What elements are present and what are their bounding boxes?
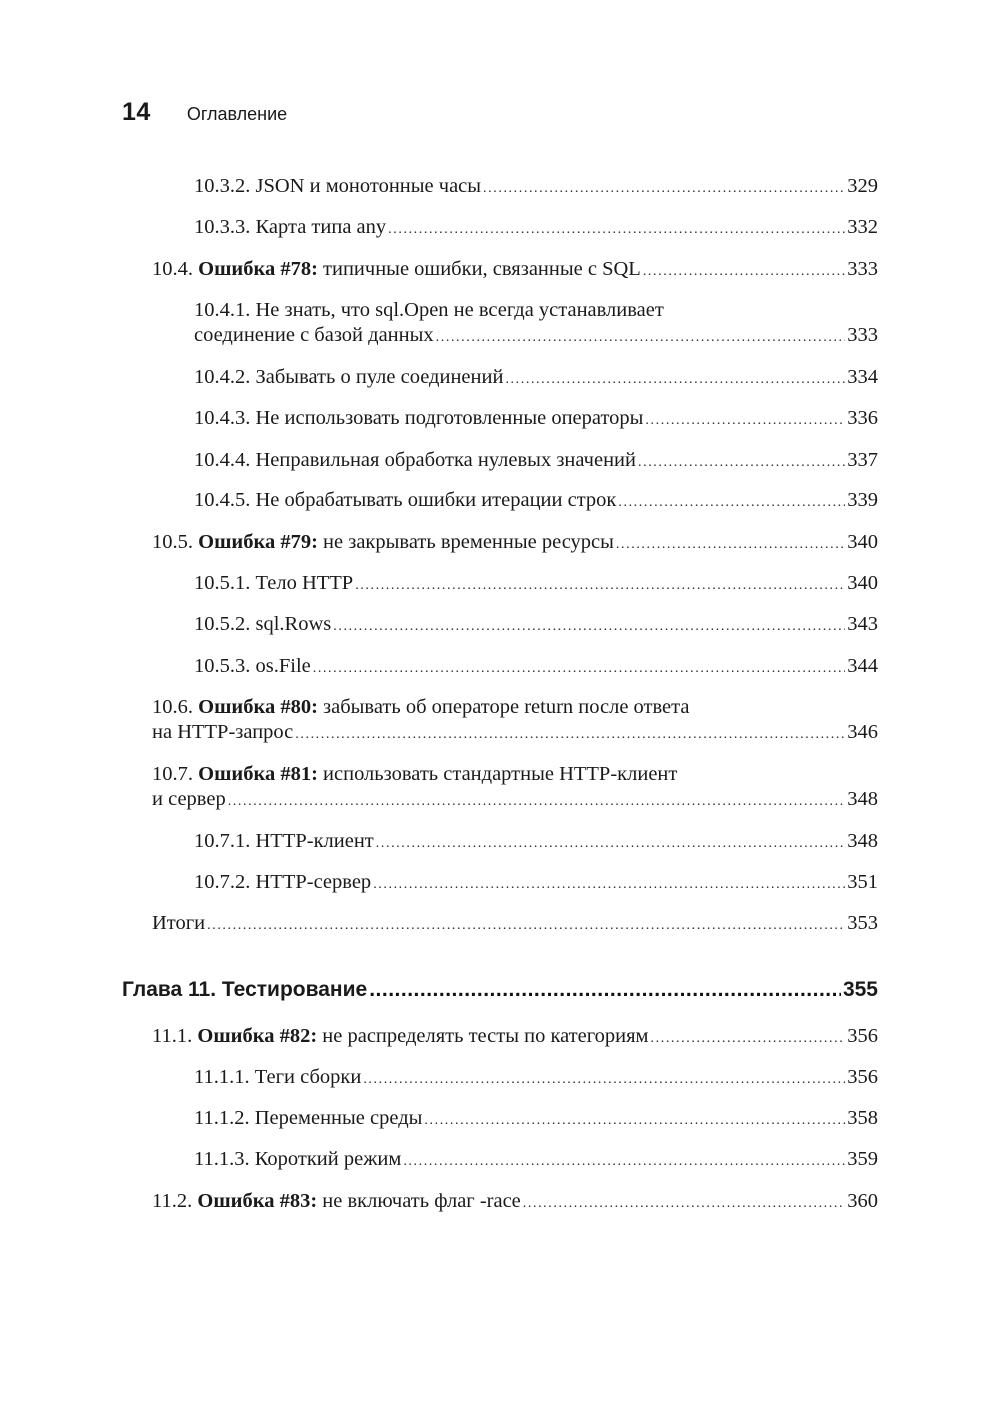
- entry-title: типичные ошибки, связанные с SQL: [323, 258, 641, 280]
- entry-title: Не обрабатывать ошибки итерации строк: [255, 489, 617, 511]
- toc-entry-10-6[interactable]: [152, 695, 878, 747]
- page-ref: 360: [847, 1190, 878, 1212]
- toc-entry-10-5[interactable]: [152, 530, 878, 557]
- mistake-label: Ошибка #81:: [198, 763, 318, 785]
- entry-title: и сервер: [152, 788, 226, 810]
- section-number: 10.4.2.: [194, 366, 251, 388]
- section-number: 10.7.: [152, 763, 193, 785]
- leader-dots: [523, 1191, 845, 1216]
- leader-dots: [388, 217, 845, 242]
- entry-title-line1: использовать стандартные HTTP-клиент: [323, 763, 678, 785]
- leader-dots: [313, 656, 846, 681]
- entry-title: соединение с базой данных: [194, 324, 434, 346]
- page-ref: 343: [847, 613, 878, 635]
- toc-entry-10-4-3[interactable]: [194, 406, 878, 433]
- page-ref: 348: [847, 788, 878, 810]
- page-ref: 346: [847, 721, 878, 743]
- toc-entry-10-3-3[interactable]: [194, 215, 878, 242]
- page-ref: 337: [847, 449, 878, 471]
- page-ref: 344: [847, 655, 878, 677]
- leader-dots: [643, 259, 845, 284]
- toc-entry-10-5-3[interactable]: [194, 654, 878, 681]
- toc-entry-10-7-2[interactable]: [194, 870, 878, 897]
- entry-title: Забывать о пуле соединений: [255, 366, 504, 388]
- section-number: 10.5.3.: [194, 655, 251, 677]
- toc-entry-10-3-2[interactable]: [194, 174, 878, 201]
- entry-title: на HTTP-запрос: [152, 721, 294, 743]
- toc-entry-10-4-1[interactable]: [194, 298, 878, 350]
- page-ref: 359: [847, 1148, 878, 1170]
- toc-entry-10-7-1[interactable]: [194, 829, 878, 856]
- leader-dots: [505, 367, 845, 392]
- leader-dots: [376, 831, 845, 856]
- leader-dots: [295, 722, 845, 747]
- entry-title: Тело HTTP: [255, 572, 354, 594]
- leader-dots: [333, 614, 845, 639]
- entry-title: не распределять тесты по категориям: [322, 1025, 649, 1047]
- leader-dots: [638, 450, 845, 475]
- leader-dots: [369, 977, 841, 1003]
- section-number: 11.1.2.: [194, 1107, 250, 1129]
- section-number: 10.5.2.: [194, 613, 251, 635]
- page-ref: 356: [847, 1066, 878, 1088]
- section-number: 10.3.2.: [194, 175, 251, 197]
- toc-entry-10-4[interactable]: [152, 257, 878, 284]
- entry-title: Итоги: [152, 912, 206, 934]
- entry-title: HTTP-клиент: [255, 830, 374, 852]
- page-ref: 329: [847, 175, 878, 197]
- page-ref: 333: [847, 258, 878, 280]
- toc-entry-11-1-3[interactable]: [194, 1147, 878, 1174]
- page-ref: 353: [847, 912, 878, 934]
- toc-entry-10-7[interactable]: [152, 762, 878, 814]
- section-number: 10.5.1.: [194, 572, 251, 594]
- page-ref: 358: [847, 1107, 878, 1129]
- toc-chapter-11[interactable]: [122, 977, 878, 1003]
- toc-entry-10-5-1[interactable]: [194, 571, 878, 598]
- entry-title: JSON и монотонные часы: [255, 175, 482, 197]
- mistake-label: Ошибка #82:: [197, 1025, 318, 1047]
- entry-title: Неправильная обработка нулевых значений: [255, 449, 636, 471]
- page-ref: 339: [847, 489, 878, 511]
- page-ref: 355: [842, 978, 878, 1001]
- leader-dots: [645, 408, 845, 433]
- leader-dots: [363, 1067, 845, 1092]
- entry-title: Карта типа any: [255, 216, 387, 238]
- section-number: 10.4.3.: [194, 407, 251, 429]
- page-ref: 332: [847, 216, 878, 238]
- toc-entry-10-4-4[interactable]: [194, 448, 878, 475]
- toc-entry-summary[interactable]: [152, 911, 878, 938]
- section-number: 10.4.4.: [194, 449, 251, 471]
- mistake-label: Ошибка #83:: [197, 1190, 318, 1212]
- leader-dots: [424, 1108, 845, 1133]
- page-ref: 334: [847, 366, 878, 388]
- section-number: 10.4.: [152, 258, 193, 280]
- entry-title-line1: забывать об операторе return после ответа: [323, 696, 690, 718]
- section-number: 10.6.: [152, 696, 193, 718]
- entry-title: не закрывать временные ресурсы: [323, 531, 614, 553]
- mistake-label: Ошибка #78:: [198, 258, 318, 280]
- entry-title: Переменные среды: [254, 1107, 423, 1129]
- section-number: 11.1.3.: [194, 1148, 250, 1170]
- page-ref: 340: [847, 572, 878, 594]
- section-number: 11.1.1.: [194, 1066, 250, 1088]
- mistake-label: Ошибка #80:: [198, 696, 318, 718]
- entry-title: HTTP-сервер: [255, 871, 372, 893]
- section-number: 11.2.: [152, 1190, 193, 1212]
- section-number: 11.1.: [152, 1025, 193, 1047]
- toc-entry-10-4-2[interactable]: [194, 365, 878, 392]
- leader-dots: [403, 1149, 845, 1174]
- leader-dots: [436, 325, 846, 350]
- section-number: 10.5.: [152, 531, 193, 553]
- entry-title: os.File: [255, 655, 311, 677]
- toc-entry-11-1-1[interactable]: [194, 1065, 878, 1092]
- entry-title: sql.Rows: [255, 613, 332, 635]
- page-ref: 351: [847, 871, 878, 893]
- leader-dots: [228, 789, 846, 814]
- toc-entry-10-5-2[interactable]: [194, 612, 878, 639]
- toc-entry-11-1[interactable]: [152, 1024, 878, 1051]
- leader-dots: [651, 1026, 846, 1051]
- section-number: 10.7.2.: [194, 871, 251, 893]
- entry-title-line1: Не знать, что sql.Open не всегда устанавливает: [255, 299, 664, 321]
- leader-dots: [355, 573, 845, 598]
- page-ref: 336: [847, 407, 878, 429]
- leader-dots: [483, 176, 845, 201]
- toc-entry-11-2[interactable]: [152, 1189, 878, 1216]
- page-ref: 356: [847, 1025, 878, 1047]
- running-title: Оглавление: [186, 104, 288, 124]
- entry-title: не включать флаг -race: [322, 1190, 521, 1212]
- entry-title: Короткий режим: [254, 1148, 402, 1170]
- leader-dots: [373, 872, 845, 897]
- page-ref: 333: [847, 324, 878, 346]
- section-number: 10.4.5.: [194, 489, 251, 511]
- page-ref: 348: [847, 830, 878, 852]
- leader-dots: [616, 532, 845, 557]
- leader-dots: [618, 490, 845, 515]
- section-number: 10.3.3.: [194, 216, 251, 238]
- entry-title: Теги сборки: [254, 1066, 362, 1088]
- entry-title: Не использовать подготовленные операторы: [255, 407, 644, 429]
- page-number: 14: [122, 98, 151, 126]
- section-number: 10.4.1.: [194, 299, 251, 321]
- mistake-label: Ошибка #79:: [198, 531, 318, 553]
- leader-dots: [207, 913, 845, 938]
- toc-entry-10-4-5[interactable]: [194, 488, 878, 515]
- chapter-title: Глава 11. Тестирование: [122, 978, 368, 1001]
- page-ref: 340: [847, 531, 878, 553]
- section-number: 10.7.1.: [194, 830, 251, 852]
- toc-entry-11-1-2[interactable]: [194, 1106, 878, 1133]
